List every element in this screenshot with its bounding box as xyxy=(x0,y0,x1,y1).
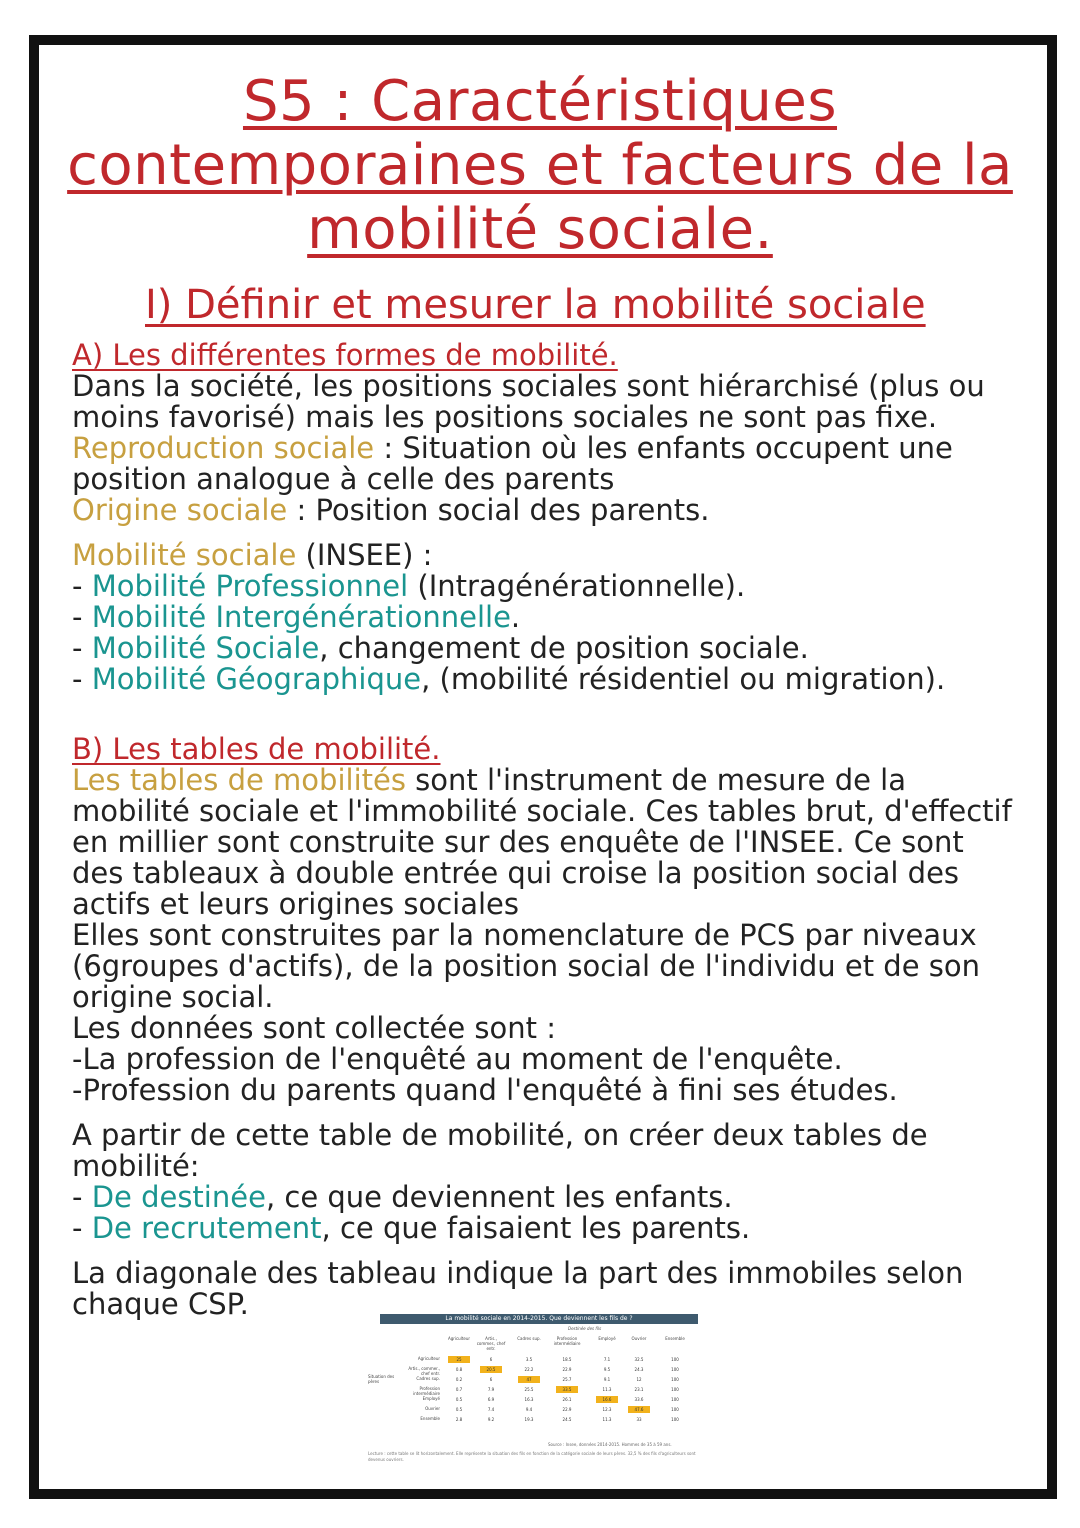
reproduction-text: : Situation où les enfants occupent une position analogue à celle des parents xyxy=(72,431,953,496)
table-cell: 24.5 xyxy=(562,1417,572,1422)
list-term: De recrutement xyxy=(91,1211,322,1245)
section-b xyxy=(72,734,1017,1320)
table-cell: 18.5 xyxy=(562,1357,572,1362)
table-row-label: Ouvrier xyxy=(425,1406,440,1411)
list-bullet: - xyxy=(72,600,92,634)
table-cell: 9.4 xyxy=(525,1407,533,1412)
table-cell: 100 xyxy=(671,1367,679,1372)
table-row-label: Profession intermédiaire xyxy=(413,1386,440,1396)
table-row-label: Cadres sup. xyxy=(416,1376,440,1381)
list-text: , changement de position sociale. xyxy=(319,631,809,665)
table-cell: 2.8 xyxy=(455,1417,463,1422)
reproduction-term: Reproduction sociale xyxy=(72,431,375,465)
paragraph: La diagonale des tableau indique la part des immobiles selon chaque CSP. xyxy=(72,1256,964,1321)
page-title xyxy=(30,70,1050,262)
table-cell: 11.3 xyxy=(602,1417,612,1422)
table-cell: 7.9 xyxy=(487,1387,495,1392)
origine-text: : Position social des parents. xyxy=(287,493,710,527)
tables-definition xyxy=(72,765,1017,920)
list-item xyxy=(72,633,1017,664)
list-text: , (mobilité résidentiel ou migration). xyxy=(421,662,946,696)
section-a-intro: Dans la société, les positions sociales sont hiérarchisé (plus ou moins favorisé) mais les positions sociales ne sont pas fixe. xyxy=(72,369,985,434)
list-bullet: - xyxy=(72,569,92,603)
list-text: (Intragénérationnelle). xyxy=(408,569,746,603)
table-cell: 0.8 xyxy=(455,1367,463,1372)
table-column-header: Agriculteur xyxy=(447,1336,471,1341)
table-cell: 6 xyxy=(489,1357,493,1362)
table-cell: 3.5 xyxy=(525,1357,533,1362)
list-item xyxy=(72,1182,1017,1213)
table-cell: 22.2 xyxy=(524,1367,534,1372)
mobilite-term: Mobilité sociale xyxy=(72,538,297,572)
table-cell: 100 xyxy=(671,1387,679,1392)
list-text: , ce que deviennent les enfants. xyxy=(265,1180,733,1214)
table-cell: 33.6 xyxy=(634,1397,644,1402)
table-title: La mobilité sociale en 2014-2015. Que deviennent les fils de ? xyxy=(380,1314,698,1324)
table-cell: 9.5 xyxy=(603,1367,611,1372)
table-column-header: Ensemble xyxy=(665,1336,685,1341)
table-row-label: Agriculteur xyxy=(417,1356,440,1361)
mobilite-line xyxy=(72,540,1017,571)
origine-definition xyxy=(72,495,1017,526)
table-cell: 9.1 xyxy=(603,1377,611,1382)
table-cell: 16.3 xyxy=(524,1397,534,1402)
table-cell: 12.3 xyxy=(602,1407,612,1412)
paragraph: -Profession du parents quand l'enquêté à fini ses études. xyxy=(72,1073,898,1107)
table-cell: 0.5 xyxy=(455,1397,463,1402)
section-b-heading: B) Les tables de mobilité. xyxy=(72,732,441,766)
table-cell: 100 xyxy=(671,1417,679,1422)
table-cell: 25 xyxy=(448,1356,470,1363)
tables-term: Les tables de mobilités xyxy=(72,763,406,797)
table-cell: 6 xyxy=(489,1377,493,1382)
table-cell: 25.5 xyxy=(524,1387,534,1392)
table-cell: 9.2 xyxy=(487,1417,495,1422)
table-cell: 7.1 xyxy=(603,1357,611,1362)
table-column-header: Cadres sup. xyxy=(517,1336,541,1341)
table-row-label: Employé xyxy=(422,1396,440,1401)
tables-text: sont l'instrument de mesure de la mobilité sociale et l'immobilité sociale. Ces tables brut, d'effectif en millier sont construite sur des enquête de l'INSEE. Ce sont des tableaux à double entrée qui croise la position social des actifs et leurs origines sociales xyxy=(72,763,1012,921)
title-line-1: S5 : Caractéristiques xyxy=(242,69,838,134)
table-cell: 24.3 xyxy=(634,1367,644,1372)
table-cell: 32.5 xyxy=(634,1357,644,1362)
table-cell: 100 xyxy=(671,1357,679,1362)
table-cell: 16.6 xyxy=(596,1396,618,1403)
table-cell: 33 xyxy=(636,1417,642,1422)
table-cell: 7.4 xyxy=(487,1407,495,1412)
table-cell: 22.9 xyxy=(562,1367,572,1372)
table-cell: 47 xyxy=(518,1376,540,1383)
table-cell: 33.5 xyxy=(556,1386,578,1393)
list-bullet: - xyxy=(72,662,92,696)
table-cell: 47.6 xyxy=(628,1406,650,1413)
list-term: De destinée xyxy=(91,1180,266,1214)
section-a-heading: A) Les différentes formes de mobilité. xyxy=(72,338,618,372)
list-term: Mobilité Géographique xyxy=(91,662,422,696)
table-cell: 100 xyxy=(671,1377,679,1382)
table-cell: 100 xyxy=(671,1397,679,1402)
table-cell: 0.5 xyxy=(455,1407,463,1412)
list-term: Mobilité Professionnel xyxy=(91,569,409,603)
paragraph: Les données sont collectée sont : xyxy=(72,1011,557,1045)
table-cell: 11.3 xyxy=(602,1387,612,1392)
paragraph: -La profession de l'enquêté au moment de l'enquête. xyxy=(72,1042,843,1076)
list-item xyxy=(72,602,1017,633)
table-cell: 19.3 xyxy=(524,1417,534,1422)
list-item xyxy=(72,571,1017,602)
reproduction-definition xyxy=(72,433,1017,495)
table-column-header: Employé xyxy=(598,1336,616,1341)
table-row-label: Artis., commer., chef entr. xyxy=(408,1366,440,1376)
table-column-header: Profession intermédiaire xyxy=(553,1336,581,1346)
table-cell: 6.9 xyxy=(487,1397,495,1402)
section-1-heading: I) Définir et mesurer la mobilité sociale xyxy=(145,282,926,328)
section-a xyxy=(72,340,1017,695)
table-cell: 23.1 xyxy=(634,1387,644,1392)
table-cell: 0.7 xyxy=(455,1387,463,1392)
mobility-table-image xyxy=(368,1314,708,1474)
table-column-header: Artis., commer., chef entr. xyxy=(476,1336,506,1351)
list-item xyxy=(72,664,1017,695)
mobilite-rest: (INSEE) : xyxy=(296,538,433,572)
paragraph: Elles sont construites par la nomenclature de PCS par niveaux (6groupes d'actifs), de la position social de l'individu et de son origine social. xyxy=(72,918,981,1014)
list-bullet: - xyxy=(72,1211,92,1245)
table-column-header: Ouvrier xyxy=(631,1336,647,1341)
list-bullet: - xyxy=(72,1180,92,1214)
table-subtitle: Destinée des fils xyxy=(568,1326,602,1331)
list-text: , ce que faisaient les parents. xyxy=(321,1211,751,1245)
list-term: Mobilité Sociale xyxy=(91,631,320,665)
list-bullet: - xyxy=(72,631,92,665)
title-line-2: contemporaines et facteurs de la xyxy=(67,133,1013,198)
origine-term: Origine sociale xyxy=(72,493,288,527)
table-cell: 100 xyxy=(671,1407,679,1412)
table-row-label: Ensemble xyxy=(420,1416,440,1421)
list-term: Mobilité Intergénérationnelle xyxy=(91,600,511,634)
table-cell: 20.5 xyxy=(480,1366,502,1373)
table-row-group-label: Situation des pères xyxy=(368,1374,395,1384)
table-cell: 22.9 xyxy=(562,1407,572,1412)
table-cell: 12 xyxy=(636,1377,642,1382)
table-cell: 25.7 xyxy=(562,1377,572,1382)
table-cell: 0.2 xyxy=(455,1377,463,1382)
paragraph: A partir de cette table de mobilité, on créer deux tables de mobilité: xyxy=(72,1118,928,1183)
list-item xyxy=(72,1213,1017,1244)
table-cell: 26.1 xyxy=(562,1397,572,1402)
title-line-3: mobilité sociale. xyxy=(307,197,773,262)
list-text: . xyxy=(510,600,521,634)
table-source: Source : Insee, données 2014-2015. Hommes de 35 à 59 ans. xyxy=(548,1442,672,1447)
table-note: Lecture : cette table se lit horizontalement. Elle représente la situation des fils en fonction de la catégorie sociale de leurs pères. 32,5 % des fils d'agriculteurs sont devenus ouvriers. xyxy=(368,1451,696,1462)
